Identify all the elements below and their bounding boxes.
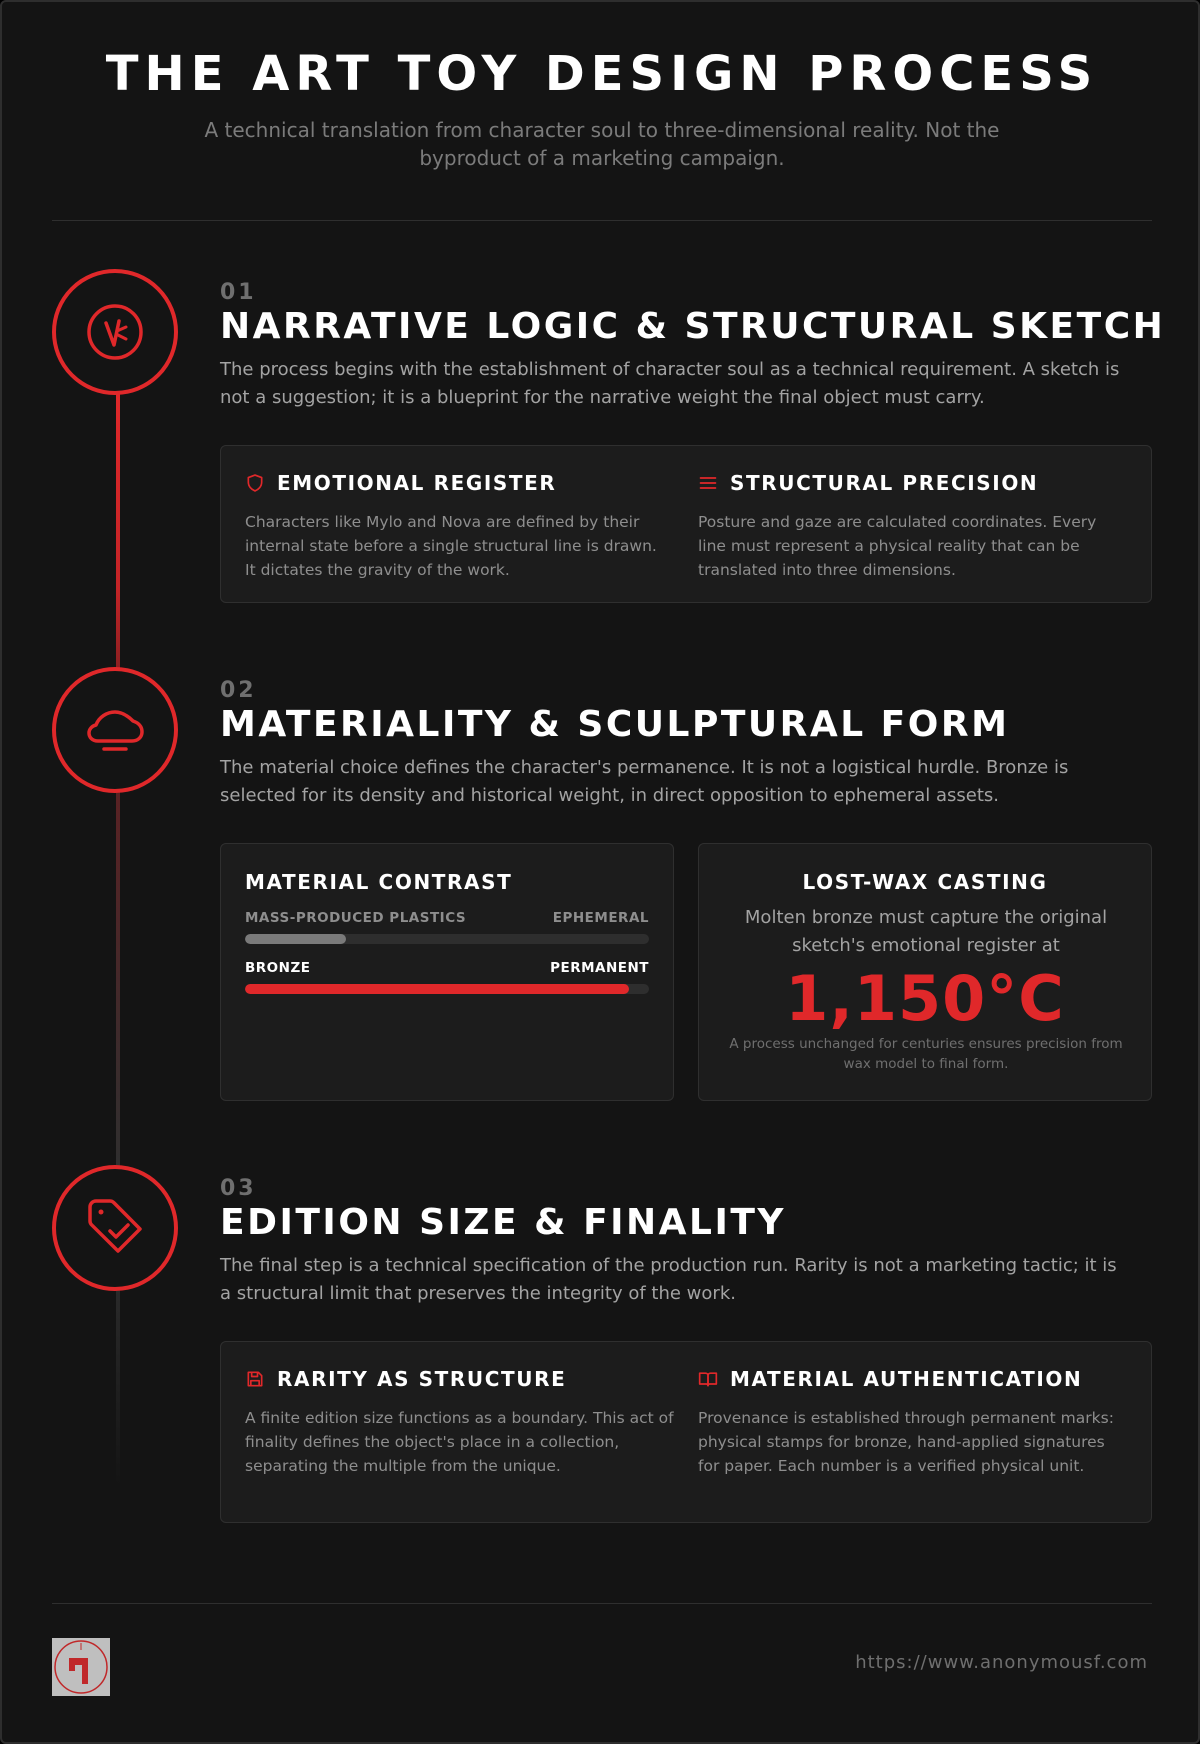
cloud-icon: [84, 699, 146, 761]
structural-precision-column: [698, 468, 1128, 582]
header-divider: [52, 220, 1152, 221]
step-3-description: The final step is a technical specification of the production run. Rarity is not a marketing tactic; it is a structural limit that preserves the integrity of the work.: [220, 1255, 1117, 1304]
open-book-icon: [698, 1369, 718, 1389]
material-contrast-card: [220, 843, 674, 1101]
step-3-card: [220, 1341, 1152, 1523]
bar-plastics: [245, 910, 649, 944]
footer-divider: [52, 1603, 1152, 1604]
rarity-title: RARITY AS STRUCTURE: [277, 1367, 567, 1391]
timeline-connector-1: [116, 392, 120, 672]
page-subtitle: A technical translation from character soul to three-dimensional reality. Not the byproduct of a marketing campaign.: [204, 118, 1000, 170]
page-title: THE ART TOY DESIGN PROCESS: [105, 46, 1099, 102]
emotional-register-title: EMOTIONAL REGISTER: [277, 471, 557, 495]
timeline-connector-2: [116, 790, 120, 1168]
step-1-description: The process begins with the establishment of character soul as a technical requirement. A sketch is not a suggestion; it is a blueprint for the narrative weight the final object must carry.: [220, 359, 1120, 408]
shield-icon: [245, 473, 265, 493]
step-3-icon-circle: [52, 1165, 178, 1291]
lost-wax-title: LOST-WAX CASTING: [802, 870, 1048, 894]
authentication-title: MATERIAL AUTHENTICATION: [730, 1367, 1083, 1391]
step-3-number: 03: [220, 1176, 257, 1201]
authentication-column: [698, 1364, 1128, 1478]
brand-logo: [52, 1638, 110, 1696]
timeline-connector-3: [116, 1288, 120, 1488]
casting-temperature: 1,150°C: [785, 962, 1065, 1035]
emotional-register-text: Characters like Mylo and Nova are defined by their internal state before a single structural line is drawn. It dictates the gravity of the work.: [245, 513, 657, 579]
bar-bronze-fill: [245, 984, 629, 994]
save-icon: [245, 1369, 265, 1389]
step-3-title: EDITION SIZE & FINALITY: [220, 1202, 786, 1243]
lost-wax-note: A process unchanged for centuries ensures precision from wax model to final form.: [729, 1036, 1123, 1072]
step-1-card: [220, 445, 1152, 603]
tag-check-icon: [84, 1197, 146, 1259]
material-contrast-title: MATERIAL CONTRAST: [245, 870, 513, 894]
step-1-number: 01: [220, 280, 257, 305]
bar-plastics-track: [245, 934, 649, 944]
authentication-text: Provenance is established through permanent marks: physical stamps for bronze, hand-applied signatures for paper. Each number is a verified physical unit.: [698, 1409, 1114, 1475]
structural-precision-text: Posture and gaze are calculated coordinates. Every line must represent a physical reality that can be translated into three dimensions.: [698, 513, 1097, 579]
structural-precision-title: STRUCTURAL PRECISION: [730, 471, 1039, 495]
step-1-title: NARRATIVE LOGIC & STRUCTURAL SKETCH: [220, 306, 1166, 347]
bar-bronze-label: BRONZE: [245, 960, 311, 976]
rarity-column: [245, 1364, 675, 1478]
lost-wax-text: Molten bronze must capture the original sketch's emotional register at: [744, 907, 1108, 956]
bar-plastics-tag: EPHEMERAL: [552, 910, 649, 926]
bar-bronze-tag: PERMANENT: [550, 960, 649, 976]
sketch-compass-icon: [84, 301, 146, 363]
step-2-description: The material choice defines the character's permanence. It is not a logistical hurdle. Bronze is selected for its density and historical weight, in direct opposition to ephemeral assets.: [220, 757, 1069, 806]
step-1-icon-circle: [52, 269, 178, 395]
bar-plastics-fill: [245, 934, 346, 944]
emotional-register-column: [245, 468, 665, 582]
lost-wax-card: [698, 843, 1152, 1101]
rarity-text: A finite edition size functions as a boundary. This act of finality defines the object's place in a collection, separating the multiple from the unique.: [245, 1409, 674, 1475]
brand-logo-mark-icon: [52, 1638, 110, 1696]
footer-url[interactable]: https://www.anonymousf.com: [855, 1652, 1148, 1673]
step-2-title: MATERIALITY & SCULPTURAL FORM: [220, 704, 1010, 745]
bar-bronze-track: [245, 984, 649, 994]
bar-plastics-label: MASS-PRODUCED PLASTICS: [245, 910, 467, 926]
menu-lines-icon: [698, 473, 718, 493]
step-2-icon-circle: [52, 667, 178, 793]
step-2-number: 02: [220, 678, 257, 703]
bar-bronze: [245, 960, 649, 994]
